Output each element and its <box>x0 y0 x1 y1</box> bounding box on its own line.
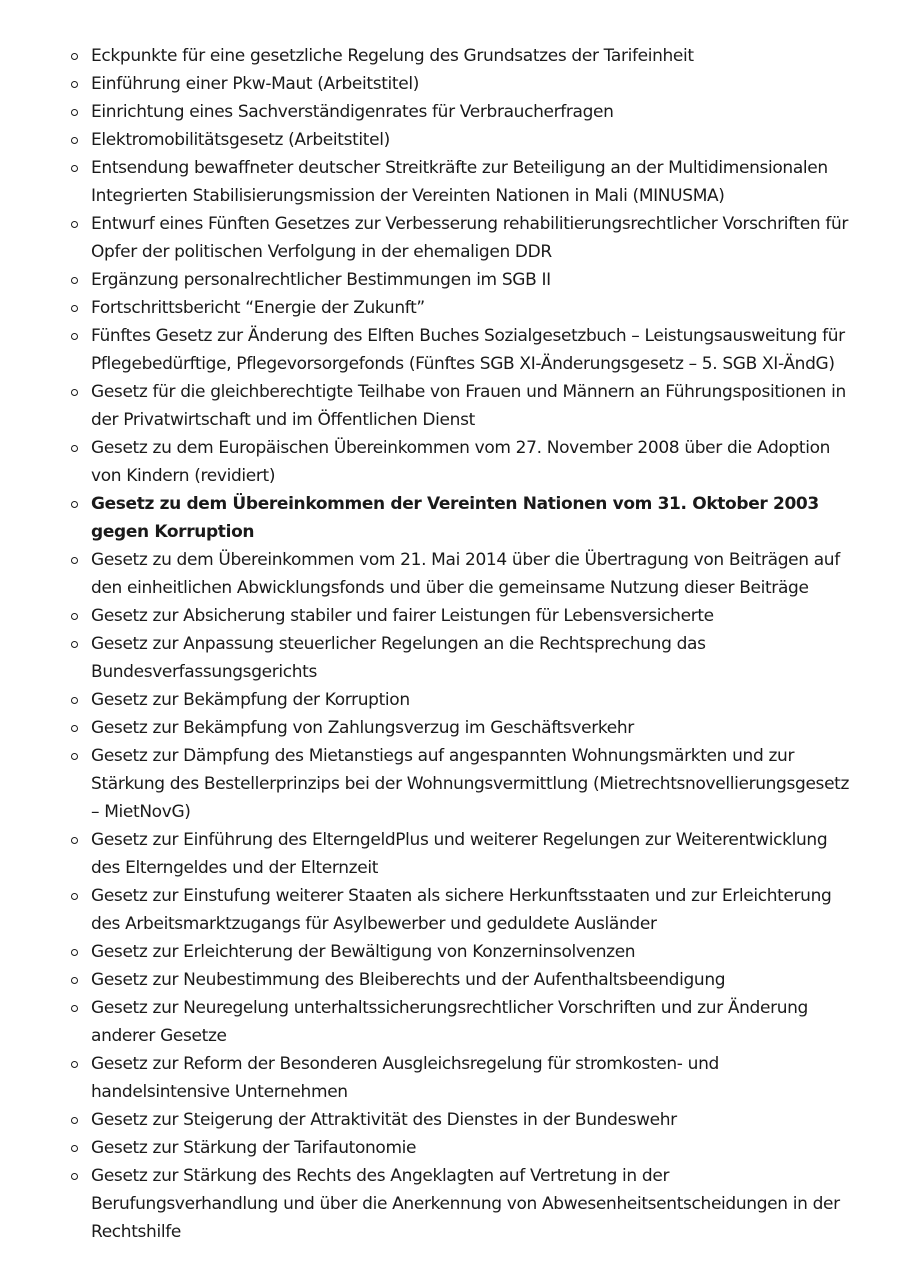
list-item: Gesetz zur Bekämpfung der Korruption <box>0 686 906 714</box>
list-item: Gesetz zu dem Übereinkommen vom 21. Mai 2014 über die Übertragung von Beiträgen auf den einheitlichen Abwicklungsfonds und über die gemeinsame Nutzung dieser Beiträge <box>0 546 906 602</box>
list-item: Gesetz zur Reform der Besonderen Ausgleichsregelung für stromkosten- und handelsintensive Unternehmen <box>0 1050 906 1106</box>
list-item: Gesetz zur Stärkung der Tarifautonomie <box>0 1134 906 1162</box>
list-item: Gesetz zur Einstufung weiterer Staaten als sichere Herkunftsstaaten und zur Erleichterung des Arbeitsmarktzugangs für Asylbewerber und geduldete Ausländer <box>0 882 906 938</box>
list-item: Ergänzung personalrechtlicher Bestimmungen im SGB II <box>0 266 906 294</box>
list-item: Gesetz zur Einführung des ElterngeldPlus und weiterer Regelungen zur Weiterentwicklung des Elterngeldes und der Elternzeit <box>0 826 906 882</box>
list-item: Fünftes Gesetz zur Änderung des Elften Buches Sozialgesetzbuch – Leistungsausweitung für Pflegebedürftige, Pflegevorsorgefonds (Fünftes SGB XI-Änderungsgesetz – 5. SGB XI-ÄndG) <box>0 322 906 378</box>
list-item: Elektromobilitätsgesetz (Arbeitstitel) <box>0 126 906 154</box>
list-item: Eckpunkte für eine gesetzliche Regelung des Grundsatzes der Tarifeinheit <box>0 42 906 70</box>
list-item: Gesetz zu dem Übereinkommen der Vereinten Nationen vom 31. Oktober 2003 gegen Korruption <box>0 490 906 546</box>
list-item: Gesetz zur Neubestimmung des Bleiberechts und der Aufenthaltsbeendigung <box>0 966 906 994</box>
list-item: Gesetz zur Stärkung des Rechts des Angeklagten auf Vertretung in der Berufungsverhandlung und über die Anerkennung von Abwesenheitsentscheidungen in der Rechtshilfe <box>0 1162 906 1246</box>
list-item: Entsendung bewaffneter deutscher Streitkräfte zur Beteiligung an der Multidimensionalen Integrierten Stabilisierungsmission der Vereinten Nationen in Mali (MINUSMA) <box>0 154 906 210</box>
list-item: Gesetz zur Steigerung der Attraktivität des Dienstes in der Bundeswehr <box>0 1106 906 1134</box>
list-item: Gesetz zur Anpassung steuerlicher Regelungen an die Rechtsprechung das Bundesverfassungsgerichts <box>0 630 906 686</box>
list-item: Einrichtung eines Sachverständigenrates für Verbraucherfragen <box>0 98 906 126</box>
list-item: Gesetz zur Bekämpfung von Zahlungsverzug im Geschäftsverkehr <box>0 714 906 742</box>
list-item: Gesetz zur Absicherung stabiler und fairer Leistungen für Lebensversicherte <box>0 602 906 630</box>
list-item: Einführung einer Pkw-Maut (Arbeitstitel) <box>0 70 906 98</box>
law-list <box>0 42 906 1246</box>
list-item: Gesetz für die gleichberechtigte Teilhabe von Frauen und Männern an Führungspositionen in der Privatwirtschaft und im Öffentlichen Dienst <box>0 378 906 434</box>
list-item: Entwurf eines Fünften Gesetzes zur Verbesserung rehabilitierungsrechtlicher Vorschriften für Opfer der politischen Verfolgung in der ehemaligen DDR <box>0 210 906 266</box>
list-item: Gesetz zur Erleichterung der Bewältigung von Konzerninsolvenzen <box>0 938 906 966</box>
list-item: Gesetz zur Dämpfung des Mietanstiegs auf angespannten Wohnungsmärkten und zur Stärkung des Bestellerprinzips bei der Wohnungsvermittlung (Mietrechtsnovellierungsgesetz – MietNovG) <box>0 742 906 826</box>
list-item: Gesetz zu dem Europäischen Übereinkommen vom 27. November 2008 über die Adoption von Kindern (revidiert) <box>0 434 906 490</box>
list-item: Gesetz zur Neuregelung unterhaltssicherungsrechtlicher Vorschriften und zur Änderung anderer Gesetze <box>0 994 906 1050</box>
list-item: Fortschrittsbericht “Energie der Zukunft” <box>0 294 906 322</box>
